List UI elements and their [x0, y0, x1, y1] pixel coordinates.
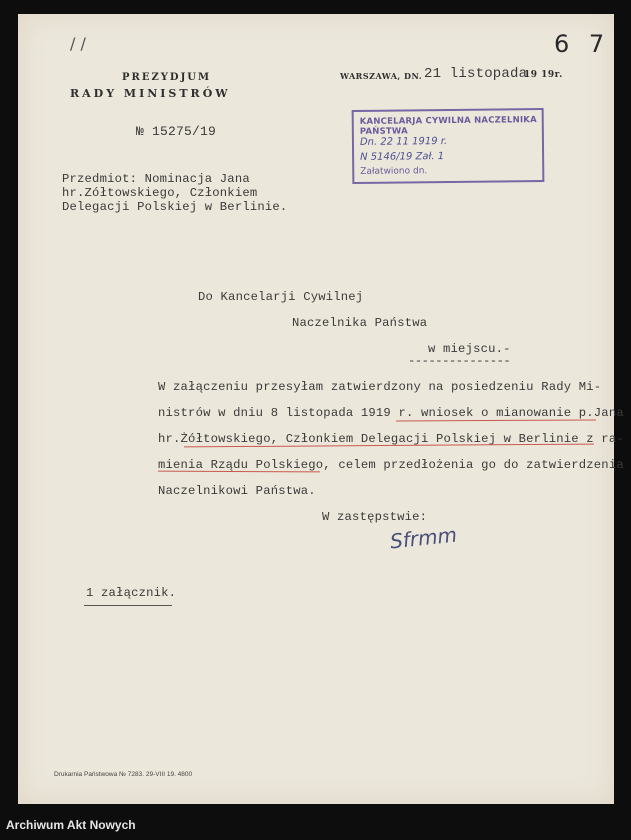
document-number: № 15275/19 — [136, 124, 217, 139]
registry-stamp — [352, 108, 545, 184]
printer-imprint: Drukarnia Państwowa № 7283. 29-VIII 19. 4800 — [54, 771, 193, 778]
stamp-date-line: Dn. 22 11 1919 r. — [359, 136, 448, 148]
addressee-line2: Naczelnika Państwa — [292, 316, 428, 330]
body-line1: W załączeniu przesyłam zatwierdzony na posiedzeniu Rady Mi- — [158, 380, 602, 394]
closing-text: W zastępstwie: — [322, 510, 428, 524]
signature: Sfrmm — [388, 522, 459, 554]
red-underline-3 — [158, 471, 320, 473]
place-prefix: WARSZAWA, DN. — [340, 71, 423, 81]
header-line1: PREZYDJUM — [122, 72, 212, 83]
subject-line1: Przedmiot: Nominacja Jana — [62, 172, 250, 186]
body-line5: Naczelnikowi Państwa. — [158, 484, 316, 498]
addressee-rule: --------------- — [408, 354, 511, 368]
body-line3: hr.Żółtowskiego, Członkiem Delegacji Polskiej w Berlinie z ra- — [158, 432, 624, 446]
addressee-line3: w miejscu.- — [428, 342, 511, 356]
attachment-rule — [84, 605, 172, 606]
stamp-title: KANCELARJA CYWILNA NACZELNIKA PAŃSTWA — [359, 115, 537, 137]
stamp-done-line: Załatwiono dn. — [360, 166, 428, 177]
margin-marks: / / — [70, 34, 86, 53]
page-number: 6 7 — [554, 30, 611, 58]
stamp-number-line: N 5146/19 Zał. 1 — [360, 151, 445, 163]
body-line2: nistrów w dniu 8 listopada 1919 r. wniosek o mianowanie p.Jana — [158, 406, 624, 420]
subject-line2: hr.Zółtowskiego, Członkiem — [62, 186, 258, 200]
header-line2: RADY MINISTRÓW — [70, 87, 231, 100]
document-page — [18, 14, 624, 804]
subject-line3: Delegacji Polskiej w Berlinie. — [62, 200, 288, 214]
date-year: 19 19r. — [524, 70, 563, 80]
red-underline-1 — [396, 419, 596, 421]
date-text: 21 listopada — [424, 66, 528, 82]
addressee-line1: Do Kancelarji Cywilnej — [198, 290, 364, 304]
attachment-note: 1 załącznik. — [86, 586, 177, 600]
body-line4: mienia Rządu Polskiego, celem przedłożenia go do zatwierdzenia — [158, 458, 624, 472]
archive-label: Archiwum Akt Nowych — [6, 818, 136, 832]
